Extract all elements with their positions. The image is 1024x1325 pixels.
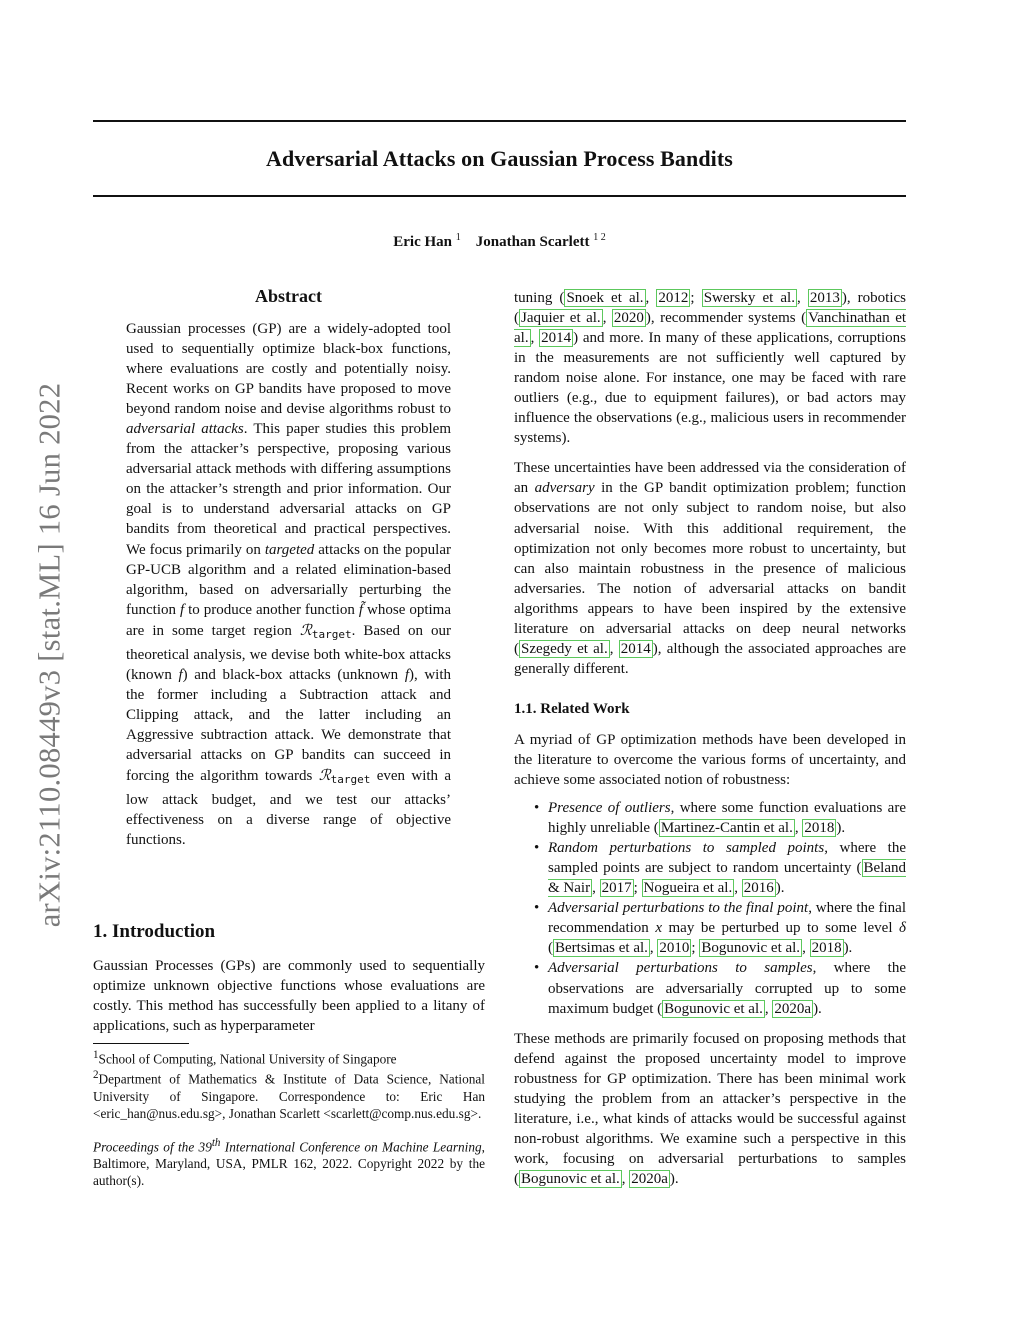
- citation-link[interactable]: Jaquier et al.: [521, 310, 601, 327]
- author-affiliation: 1: [455, 232, 461, 243]
- citation-link[interactable]: 2020a: [631, 1170, 668, 1187]
- intro-paragraph: tuning ( Snoek et al. , 2012 ; Swersky et al. , 2013 ), robotics ( Jaquier et al. , 2020 ), recommender systems ( Vanchinathan et al. , 2014 ) and more. In many of these applications, corruptions in the measurements are not sufficiently well captured by random noise alone. For instance, one may be faced with rare outliers (e.g., due to equipment failures), or bad actors may influence the observations (e.g., malicious users in recommender systems).: [514, 290, 907, 447]
- citation-link[interactable]: 2018: [811, 940, 842, 957]
- related-paragraph: A myriad of GP optimization methods have been developed in the literature to overcome the various forms of uncertainty, and achieve some associated notion of robustness:: [514, 731, 906, 789]
- citation-link[interactable]: Vanchinathan et al.: [514, 310, 907, 347]
- author-name: Eric Han: [393, 234, 452, 250]
- list-item: • Adversarial perturbations to the final point, where the final recommendation x may be perturbed up to some level δ ( Bertsimas et al. , 2010 ; Bogunovic et al. , 2018 ).: [534, 900, 907, 957]
- citation-link[interactable]: 2020: [613, 310, 644, 327]
- section-heading-introduction: 1. Introduction: [93, 921, 216, 942]
- citation-link[interactable]: Beland & Nair: [548, 860, 906, 897]
- arxiv-identifier: arXiv:2110.08449v3 [stat.ML] 16 Jun 2022: [32, 382, 67, 928]
- author-name: Jonathan Scarlett: [475, 234, 590, 250]
- footnote-rule: [93, 1043, 189, 1044]
- intro-paragraph: Gaussian Processes (GPs) are commonly used to sequentially optimize unknown objective functions whose evaluations are costly. This method has successfully been applied to a litany of applications, such as hyperparameter: [93, 958, 485, 1035]
- citation-link[interactable]: 2013: [809, 290, 840, 306]
- citation-link[interactable]: 2017: [601, 880, 632, 897]
- citation-link[interactable]: 2012: [658, 290, 689, 306]
- citation-link[interactable]: 2016: [743, 880, 774, 897]
- citation-link[interactable]: 2010: [659, 940, 690, 957]
- footnote-affiliation-2: $^2$Department of Mathematics & Institute of Data Science, National University of Singapore. Correspondence to: Eric Han <eric_han@nus.edu.sg>, Jonathan Scarlett <scarlett@comp.nus.edu.sg>.: [93, 1069, 485, 1121]
- citation-link[interactable]: Bogunovic et al.: [664, 1000, 763, 1017]
- citation-link[interactable]: Szegedy et al.: [521, 640, 608, 657]
- abstract-body: Gaussian processes (GP) are a widely-adopted tool used to sequentially optimize black-box functions, where evaluations are costly and potentially noisy. Recent works on GP bandits have proposed to move beyond random noise and devise algorithms robust to adversarial attacks. This paper studies this problem from the attacker’s perspective, proposing various adversarial attack methods with differing assumptions on the attacker’s strength and prior information. Our goal is to understand adversarial attacks on GP bandits from theoretical and practical perspectives. We focus primarily on targeted attacks on the popular GP-UCB algorithm and a related elimination-based algorithm, based on adversarially perturbing the function f to produce another function f̃ whose optima are in some target region ℛ$_{target}$. Based on our theoretical analysis, we devise both white-box attacks (known f) and black-box attacks (unknown f), with the former including a Subtraction attack and Clipping attack, and the latter including an Aggressive subtraction attack. We demonstrate that adversarial attacks on GP bandits can succeed in forcing the algorithm towards ℛ$_{target}$ even with a low attack budget, and we test our attacks’ effectiveness on a diverse range of objective functions.: [126, 321, 452, 849]
- list-item: • Adversarial perturbations to samples, where the observations are adversarially corrupted up to some maximum budget ( Bogunovic et al. , 2020a ).: [534, 960, 907, 1017]
- list-item: • Presence of outliers, where some function evaluations are highly unreliable ( Martinez-Cantin et al. , 2018 ).: [534, 800, 906, 837]
- citation-link[interactable]: Bogunovic et al.: [701, 940, 801, 957]
- citation-link[interactable]: Bogunovic et al.: [521, 1170, 620, 1187]
- abstract-heading: Abstract: [255, 286, 322, 306]
- right-column: [514, 288, 906, 1189]
- footnotes: [93, 1047, 485, 1189]
- related-paragraph: These methods are primarily focused on proposing methods that defend against the proposed uncertainty model to improve robustness for GP optimization. There has been minimal work studying the problem from an attacker’s perspective in the literature, i.e., what kinds of attacks would be successful against non-robust algorithms. We examine such a perspective in this work, focusing on adversarial perturbations to samples ( Bogunovic et al. , 2020a ).: [514, 1030, 906, 1187]
- author-list: [93, 232, 906, 251]
- top-rule: [93, 120, 906, 122]
- citation-link[interactable]: Martinez-Cantin et al.: [660, 820, 793, 837]
- intro-paragraph: These uncertainties have been addressed via the consideration of an adversary in the GP bandit optimization problem; function observations are not only subject to random noise, but also adversarial noise. With this additional requirement, the optimization not only becomes more robust to uncertainty, but can also maintain robustness in the presence of malicious adversaries. The notion of adversarial attacks on bandit algorithms appears to have been inspired by the extensive literature on adversarial attacks on deep neural networks ( Szegedy et al. , 2014 ), although the associated approaches are generally different.: [514, 460, 907, 677]
- list-item: • Random perturbations to sampled points, where the sampled points are subject to random uncertainty ( Beland & Nair , 2017 ; Nogueira et al. , 2016 ).: [534, 840, 906, 897]
- title-bottom-rule: [93, 195, 906, 197]
- citation-link[interactable]: Swersky et al.: [703, 290, 795, 306]
- subsection-heading-related-work: 1.1. Related Work: [514, 700, 630, 717]
- author-affiliation: 1 2: [593, 232, 606, 243]
- citation-link[interactable]: 2014: [541, 330, 572, 347]
- footnote-affiliation-1: $^1$School of Computing, National University of Singapore: [93, 1049, 397, 1067]
- robustness-list: [514, 798, 906, 1019]
- citation-link[interactable]: 2020a: [774, 1000, 812, 1017]
- paper-title: Adversarial Attacks on Gaussian Process Bandits: [266, 146, 733, 171]
- proceedings-note: Proceedings of the 39th International Conference on Machine Learning, Baltimore, Maryland, USA, PMLR 162, 2022. Copyright 2022 by the author(s).: [93, 1136, 485, 1189]
- citation-link[interactable]: 2014: [620, 640, 651, 657]
- citation-link[interactable]: Bertsimas et al.: [555, 940, 648, 957]
- citation-link[interactable]: Snoek et al.: [566, 290, 644, 306]
- citation-link[interactable]: Nogueira et al.: [643, 880, 733, 897]
- citation-link[interactable]: 2018: [804, 820, 835, 837]
